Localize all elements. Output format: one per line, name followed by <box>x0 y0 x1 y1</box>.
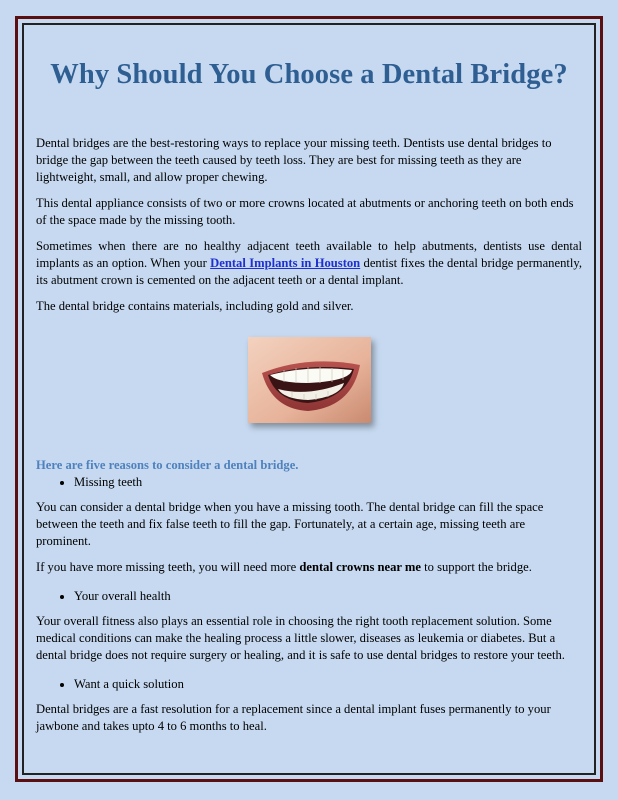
reason-3-bullet: • Want a quick solution <box>74 676 582 693</box>
paragraph-implants-before: Sometimes when there are no healthy adjacent teeth available to help abutments, dentists use dental implants as an option. When your <box>36 239 582 270</box>
dental-crowns-near-me-bold: dental crowns near me <box>299 560 421 574</box>
paragraph-materials: The dental bridge contains materials, including gold and silver. <box>36 299 354 313</box>
page-title: Why Should You Choose a Dental Bridge? <box>50 59 568 90</box>
reason-1-text-2-before: If you have more missing teeth, you will need more <box>36 560 300 574</box>
reason-3-text: Dental bridges are a fast resolution for a replacement since a dental implant fuses permanently to your jawbone and takes upto 4 to 6 months to heal. <box>36 702 551 733</box>
reason-2-list <box>36 588 582 605</box>
reasons-heading: Here are five reasons to consider a dental bridge. <box>36 458 299 472</box>
paragraph-appliance: This dental appliance consists of two or more crowns located at abutments or anchoring teeth on both ends of the space made by the missing tooth. <box>36 196 574 227</box>
dental-implants-houston-link[interactable]: Dental Implants in Houston <box>210 256 361 270</box>
reason-1-bullet: • Missing teeth <box>74 474 582 491</box>
smile-photo <box>248 337 371 423</box>
paragraph-implants <box>36 238 582 289</box>
paragraph-intro: Dental bridges are the best-restoring ways to replace your missing teeth. Dentists use dental bridges to bridge the gap between the teeth caused by teeth loss. They are best for missing teeth as they are lightweight, small, and allow proper chewing. <box>36 136 552 184</box>
reason-3-list <box>36 676 582 693</box>
reason-1-list <box>36 474 582 491</box>
smile-image-container <box>36 337 582 423</box>
reason-1-text: You can consider a dental bridge when you have a missing tooth. The dental bridge can fill the space between the teeth and fix false teeth to fill the gap. Fortunately, at a certain age, missing teeth are prominent. <box>36 500 544 548</box>
reason-1-text-2-after: to support the bridge. <box>420 560 532 574</box>
reason-1-text-2 <box>36 559 582 576</box>
smile-photo-svg <box>248 337 371 423</box>
document-body <box>36 56 582 744</box>
reason-2-bullet: • Your overall health <box>74 588 582 605</box>
paragraph-implants-after: dentist fixes the dental bridge permanently, its abutment crown is cemented on the adjacent teeth or a dental implant. <box>36 256 582 287</box>
reason-2-text: Your overall fitness also plays an essential role in choosing the right tooth replacement solution. Some medical conditions can make the healing process a little slower, diseases as leukemia or diabetes. But a dental bridge does not require surgery or healing, and it is safe to use dental bridges to restore your teeth. <box>36 614 565 662</box>
